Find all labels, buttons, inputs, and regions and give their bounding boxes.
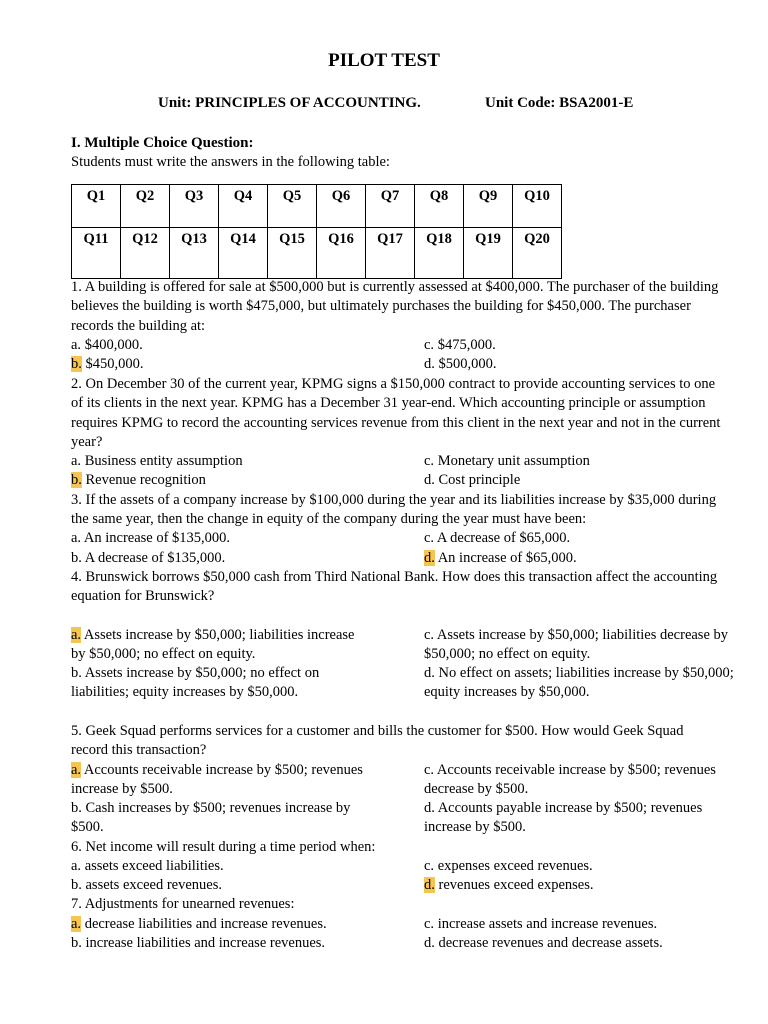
question-6-option-c: c. expenses exceed revenues.: [424, 858, 593, 874]
answer-table-row: [72, 228, 562, 279]
question-3-text: 3. If the assets of a company increase by $100,000 during the year and its liabilities increase by $35,000 during the same year, then the change in equity of the company during the year must have been:: [71, 492, 717, 528]
answer-highlight: a.: [71, 916, 82, 932]
answer-cell[interactable]: Q11: [72, 228, 121, 279]
question-6-option-a: a. assets exceed liabilities.: [71, 858, 224, 874]
answer-cell[interactable]: Q7: [366, 185, 415, 228]
question-2-option-d: d. Cost principle: [424, 472, 521, 488]
question-4-option-b: b. Assets increase by $50,000; no effect on liabilities; equity increases by $50,000.: [71, 665, 320, 701]
answer-cell[interactable]: Q19: [464, 228, 513, 279]
answer-cell[interactable]: Q14: [219, 228, 268, 279]
question-3-option-c: c. A decrease of $65,000.: [424, 530, 571, 546]
answer-highlight: d.: [424, 550, 435, 566]
answer-cell[interactable]: Q9: [464, 185, 513, 228]
question-5-option-d: d. Accounts payable increase by $500; revenues increase by $500.: [424, 800, 703, 836]
answer-cell[interactable]: Q13: [170, 228, 219, 279]
question-4-option-a: a. Assets increase by $50,000; liabilities increase by $50,000; no effect on equity.: [71, 627, 355, 663]
unit-code: Unit Code: BSA2001-E: [485, 95, 634, 111]
question-3-option-d: d. An increase of $65,000.: [424, 550, 577, 566]
question-2-option-b: b. Revenue recognition: [71, 472, 206, 488]
answer-highlight: a.: [71, 627, 82, 643]
question-1-option-a: a. $400,000.: [71, 337, 143, 353]
question-5-text: 5. Geek Squad performs services for a customer and bills the customer for $500. How would Geek Squad record this transaction?: [71, 723, 684, 759]
answer-table-row: [72, 185, 562, 228]
answer-cell[interactable]: Q6: [317, 185, 366, 228]
question-7-option-c: c. increase assets and increase revenues.: [424, 916, 658, 932]
question-7-option-b: b. increase liabilities and increase revenues.: [71, 935, 326, 951]
question-1-text: 1. A building is offered for sale at $500,000 but is currently assessed at $400,000. The purchaser of the building believes the building is worth $475,000, but ultimately purchases the building for $450,000. The purchaser records the building at:: [71, 279, 719, 334]
answer-cell[interactable]: Q1: [72, 185, 121, 228]
answer-cell[interactable]: Q5: [268, 185, 317, 228]
question-5-option-c: c. Accounts receivable increase by $500; revenues decrease by $500.: [424, 762, 716, 798]
answer-cell[interactable]: Q2: [121, 185, 170, 228]
answer-cell[interactable]: Q4: [219, 185, 268, 228]
answer-highlight: b.: [71, 356, 82, 372]
answer-cell[interactable]: Q10: [513, 185, 562, 228]
answer-cell[interactable]: Q12: [121, 228, 170, 279]
section-title: I. Multiple Choice Question:: [71, 135, 254, 151]
question-1-option-c: c. $475,000.: [424, 337, 496, 353]
question-3-option-a: a. An increase of $135,000.: [71, 530, 231, 546]
question-7-option-d: d. decrease revenues and decrease assets.: [424, 935, 663, 951]
question-6-text: 6. Net income will result during a time period when:: [71, 839, 376, 855]
answer-cell[interactable]: Q18: [415, 228, 464, 279]
question-1-option-d: d. $500,000.: [424, 356, 497, 372]
answer-highlight: a.: [71, 762, 82, 778]
question-4-option-d: d. No effect on assets; liabilities increase by $50,000; equity increases by $50,000.: [424, 665, 734, 701]
answer-cell[interactable]: Q17: [366, 228, 415, 279]
question-2-option-a: a. Business entity assumption: [71, 453, 243, 469]
question-3-option-b: b. A decrease of $135,000.: [71, 550, 226, 566]
question-2-option-c: c. Monetary unit assumption: [424, 453, 590, 469]
answer-highlight: b.: [71, 472, 82, 488]
answer-cell[interactable]: Q3: [170, 185, 219, 228]
question-5-option-a: a. Accounts receivable increase by $500; revenues increase by $500.: [71, 762, 363, 798]
page-title: PILOT TEST: [328, 50, 440, 71]
answer-table: [71, 184, 562, 279]
question-1-option-b: b. $450,000.: [71, 356, 144, 372]
section-instruction: Students must write the answers in the following table:: [71, 154, 390, 170]
answer-cell[interactable]: Q15: [268, 228, 317, 279]
question-4-text: 4. Brunswick borrows $50,000 cash from Third National Bank. How does this transaction affect the accounting equation for Brunswick?: [71, 569, 718, 605]
question-7-text: 7. Adjustments for unearned revenues:: [71, 896, 295, 912]
question-7-option-a: a. decrease liabilities and increase revenues.: [71, 916, 327, 932]
question-6-option-b: b. assets exceed revenues.: [71, 877, 222, 893]
answer-cell[interactable]: Q20: [513, 228, 562, 279]
answer-cell[interactable]: Q8: [415, 185, 464, 228]
question-2-text: 2. On December 30 of the current year, KPMG signs a $150,000 contract to provide accounting services to one of its clients in the next year. KPMG has a December 31 year-end. Which accounting principle or assumption requires KPMG to record the accounting services revenue from this client in the next year and not in the current year?: [71, 376, 721, 451]
question-6-option-d: d. revenues exceed expenses.: [424, 877, 594, 893]
question-4-option-c: c. Assets increase by $50,000; liabilities decrease by $50,000; no effect on equity.: [424, 627, 729, 663]
answer-cell[interactable]: Q16: [317, 228, 366, 279]
answer-highlight: d.: [424, 877, 435, 893]
question-5-option-b: b. Cash increases by $500; revenues increase by $500.: [71, 800, 351, 836]
unit-name: Unit: PRINCIPLES OF ACCOUNTING.: [158, 95, 421, 111]
